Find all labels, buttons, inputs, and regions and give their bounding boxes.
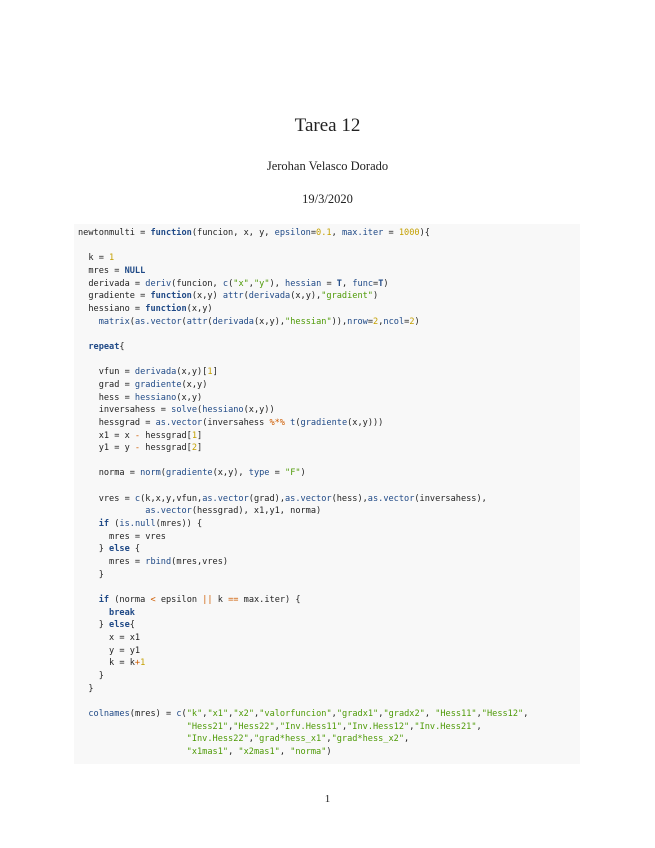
code-line: "x1mas1", "x2mas1", "norma") [186,746,332,757]
code-line: y = y1 [78,645,141,656]
code-line: hessiano = function(x,y) [78,303,213,314]
code-line: hess = hessiano(x,y) [78,392,203,403]
document-title: Tarea 12 [294,115,361,136]
code-line: gradiente = function(x,y) attr(derivada(x,y),"gradient") [78,291,379,302]
code-line: mres = vres [78,531,166,542]
code-line: newtonmulti = function(funcion, x, y, epsilon=0.1, max.iter = 1000){ [78,228,430,238]
code-line: as.vector(hessgrad), x1,y1, norma) [145,506,322,517]
code-line: y1 = y - hessgrad[2] [78,443,203,454]
code-line: colnames(mres) = c("k","x1","x2","valorfuncion","gradx1","gradx2", "Hess11","Hess12", [88,708,529,719]
code-line: } [78,569,104,580]
code-line: if (norma < epsilon || k == max.iter) { [98,595,301,606]
code-line: } else{ [78,620,135,631]
code-line: k = 1 [78,253,115,264]
code-line: break [109,607,135,618]
code-line: mres = NULL [78,265,146,276]
code-line: } [78,683,94,694]
code-line: hessgrad = as.vector(inversahess %*% t(gradiente(x,y))) [78,417,384,428]
code-line: matrix(as.vector(attr(derivada(x,y),"hessian")),nrow=2,ncol=2) [98,316,420,327]
code-line: if (is.null(mres)) { [98,519,203,530]
page-number: 1 [324,793,331,805]
code-line: x = x1 [78,633,141,643]
code-line: norma = norm(gradiente(x,y), type = "F") [78,468,306,479]
code-line: vfun = derivada(x,y)[1] [78,367,218,378]
code-line: repeat{ [88,341,125,352]
document-date: 19/3/2020 [302,192,353,206]
code-line: x1 = x - hessgrad[1] [78,430,203,441]
code-line: vres = c(k,x,y,vfun,as.vector(grad),as.vector(hess),as.vector(inversahess), [78,493,487,504]
code-line: } else { [78,544,141,555]
code-line: } [78,670,104,681]
code-line: mres = rbind(mres,vres) [78,557,229,568]
code-line: "Hess21","Hess22","Inv.Hess11","Inv.Hess12","Inv.Hess21", [186,721,482,732]
code-line: derivada = deriv(funcion, c("x","y"), hessian = T, func=T) [78,278,389,289]
code-line: "Inv.Hess22","grad*hess_x1","grad*hess_x2", [186,734,410,745]
code-line: grad = gradiente(x,y) [78,379,208,390]
document-author: Jerohan Velasco Dorado [266,159,389,173]
code-line: k = k+1 [78,658,146,669]
code-line: inversahess = solve(hessiano(x,y)) [78,405,275,416]
code-block [78,227,528,759]
